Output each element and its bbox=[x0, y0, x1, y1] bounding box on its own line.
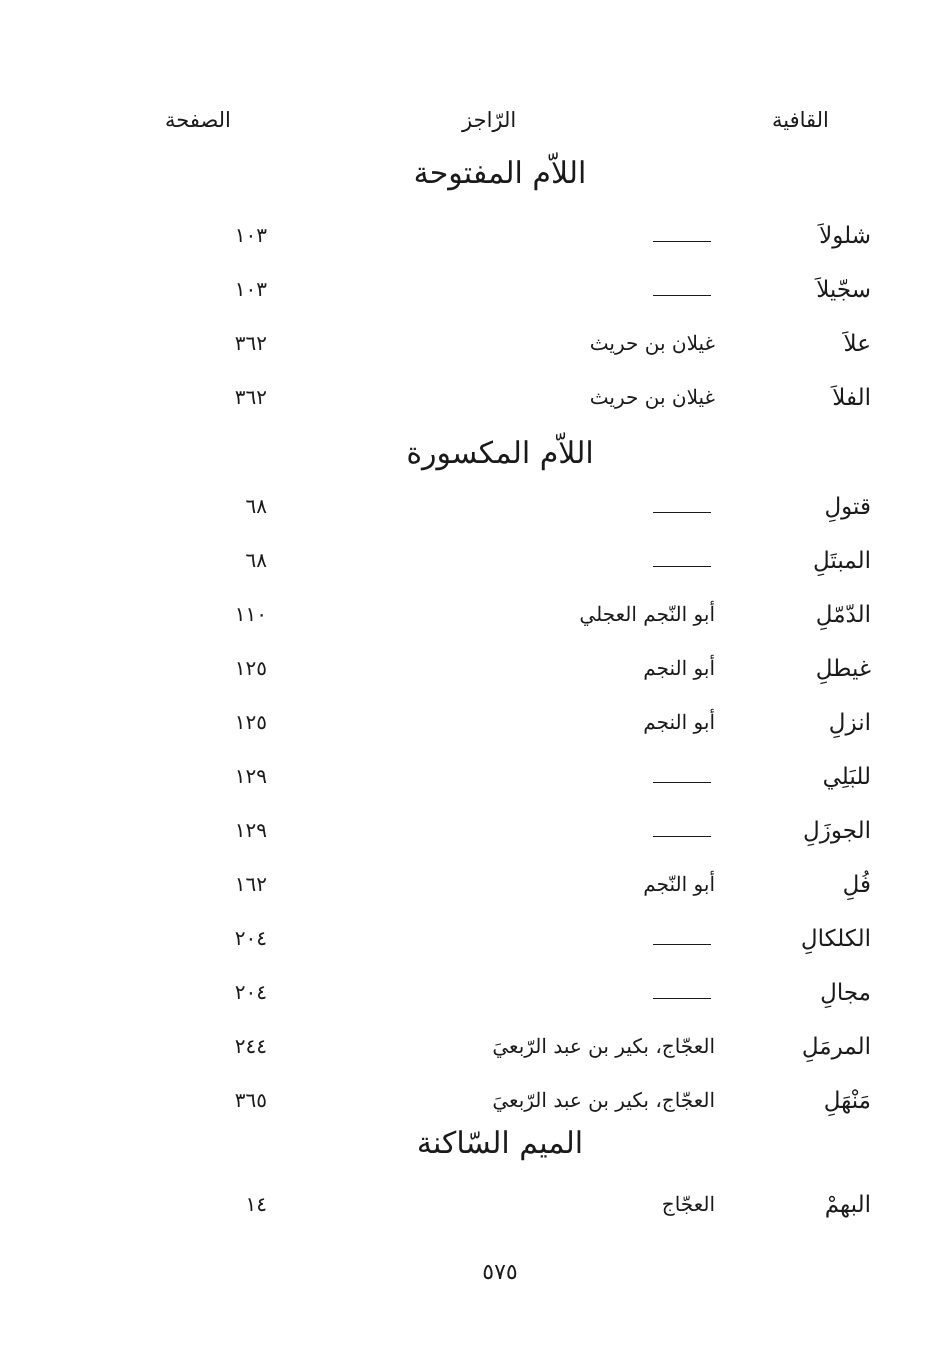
rhyme-word: غيطلِ bbox=[815, 656, 871, 682]
page-ref: ١٢٩ bbox=[234, 818, 267, 842]
poet-name: أبو النجم bbox=[643, 656, 715, 680]
index-row bbox=[0, 548, 943, 588]
page-ref: ٦٨ bbox=[245, 494, 267, 518]
index-row bbox=[0, 764, 943, 804]
rhyme-word: المبتَلِ bbox=[813, 548, 871, 574]
rhyme-word: علاَ bbox=[843, 331, 871, 357]
page-ref: ١١٠ bbox=[234, 602, 267, 626]
unknown-poet-dash bbox=[653, 295, 711, 296]
header-page: الصفحة bbox=[165, 108, 231, 132]
rhyme-word: الجوزَلِ bbox=[803, 818, 871, 844]
rhyme-word: الفلاَ bbox=[832, 385, 871, 411]
page-ref: ١٦٢ bbox=[234, 872, 267, 896]
poet-name: العجّاج، بكير بن عبد الرّبعيَ bbox=[492, 1088, 715, 1112]
section-title: اللاّم المكسورة bbox=[406, 436, 594, 471]
section-title: اللاّم المفتوحة bbox=[413, 156, 587, 191]
page-ref: ٣٦٥ bbox=[234, 1088, 267, 1112]
index-row bbox=[0, 1034, 943, 1074]
rhyme-word: فُلِ bbox=[842, 872, 871, 898]
rhyme-word: للبَلِي bbox=[822, 764, 871, 790]
rhyme-word: الكلكالِ bbox=[800, 926, 871, 952]
page-number: ٥٧٥ bbox=[482, 1260, 518, 1285]
page-ref: ٦٨ bbox=[245, 548, 267, 572]
page-ref: ٢٠٤ bbox=[234, 980, 267, 1004]
index-row bbox=[0, 926, 943, 966]
index-row bbox=[0, 710, 943, 750]
header-qafia: القافية bbox=[772, 108, 829, 132]
rhyme-word: انزلِ bbox=[828, 710, 871, 736]
poet-name: غيلان بن حريث bbox=[589, 331, 715, 355]
index-row bbox=[0, 602, 943, 642]
poet-name: أبو النجم bbox=[643, 710, 715, 734]
unknown-poet-dash bbox=[653, 566, 711, 567]
index-row bbox=[0, 818, 943, 858]
page-ref: ١٢٥ bbox=[234, 710, 267, 734]
unknown-poet-dash bbox=[653, 241, 711, 242]
index-row bbox=[0, 331, 943, 371]
header-rajiz: الرّاجز bbox=[462, 108, 517, 132]
unknown-poet-dash bbox=[653, 944, 711, 945]
unknown-poet-dash bbox=[653, 998, 711, 999]
index-row bbox=[0, 656, 943, 696]
rhyme-word: مجالِ bbox=[820, 980, 871, 1006]
page-ref: ١٠٣ bbox=[234, 223, 267, 247]
index-row bbox=[0, 494, 943, 534]
index-row bbox=[0, 223, 943, 263]
index-row bbox=[0, 980, 943, 1020]
rhyme-word: سجّيلاَ bbox=[816, 277, 871, 303]
index-row bbox=[0, 277, 943, 317]
poet-name: أبو النّجم العجلي bbox=[579, 602, 715, 626]
index-row bbox=[0, 1088, 943, 1128]
poet-name: العجّاج bbox=[661, 1192, 715, 1216]
index-row bbox=[0, 1192, 943, 1232]
unknown-poet-dash bbox=[653, 782, 711, 783]
rhyme-word: مَنْهَلِ bbox=[823, 1088, 871, 1114]
page-ref: ٢٤٤ bbox=[234, 1034, 267, 1058]
rhyme-word: شلولاَ bbox=[819, 223, 871, 249]
poet-name: العجّاج، بكير بن عبد الرّبعيَ bbox=[492, 1034, 715, 1058]
index-row bbox=[0, 385, 943, 425]
poet-name: غيلان بن حريث bbox=[589, 385, 715, 409]
page-ref: ١٠٣ bbox=[234, 277, 267, 301]
poet-name: أبو النّجم bbox=[643, 872, 715, 896]
unknown-poet-dash bbox=[653, 836, 711, 837]
rhyme-word: المرمَلِ bbox=[801, 1034, 871, 1060]
rhyme-word: قتولِ bbox=[824, 494, 871, 520]
unknown-poet-dash bbox=[653, 512, 711, 513]
page-ref: ١٤ bbox=[245, 1192, 267, 1216]
section-title: الميم السّاكنة bbox=[416, 1126, 584, 1161]
page-ref: ٢٠٤ bbox=[234, 926, 267, 950]
page-ref: ١٢٩ bbox=[234, 764, 267, 788]
rhyme-word: الدّمّلِ bbox=[815, 602, 871, 628]
page-ref: ١٢٥ bbox=[234, 656, 267, 680]
index-row bbox=[0, 872, 943, 912]
page-ref: ٣٦٢ bbox=[234, 385, 267, 409]
rhyme-word: البهمْ bbox=[824, 1192, 871, 1218]
page-ref: ٣٦٢ bbox=[234, 331, 267, 355]
